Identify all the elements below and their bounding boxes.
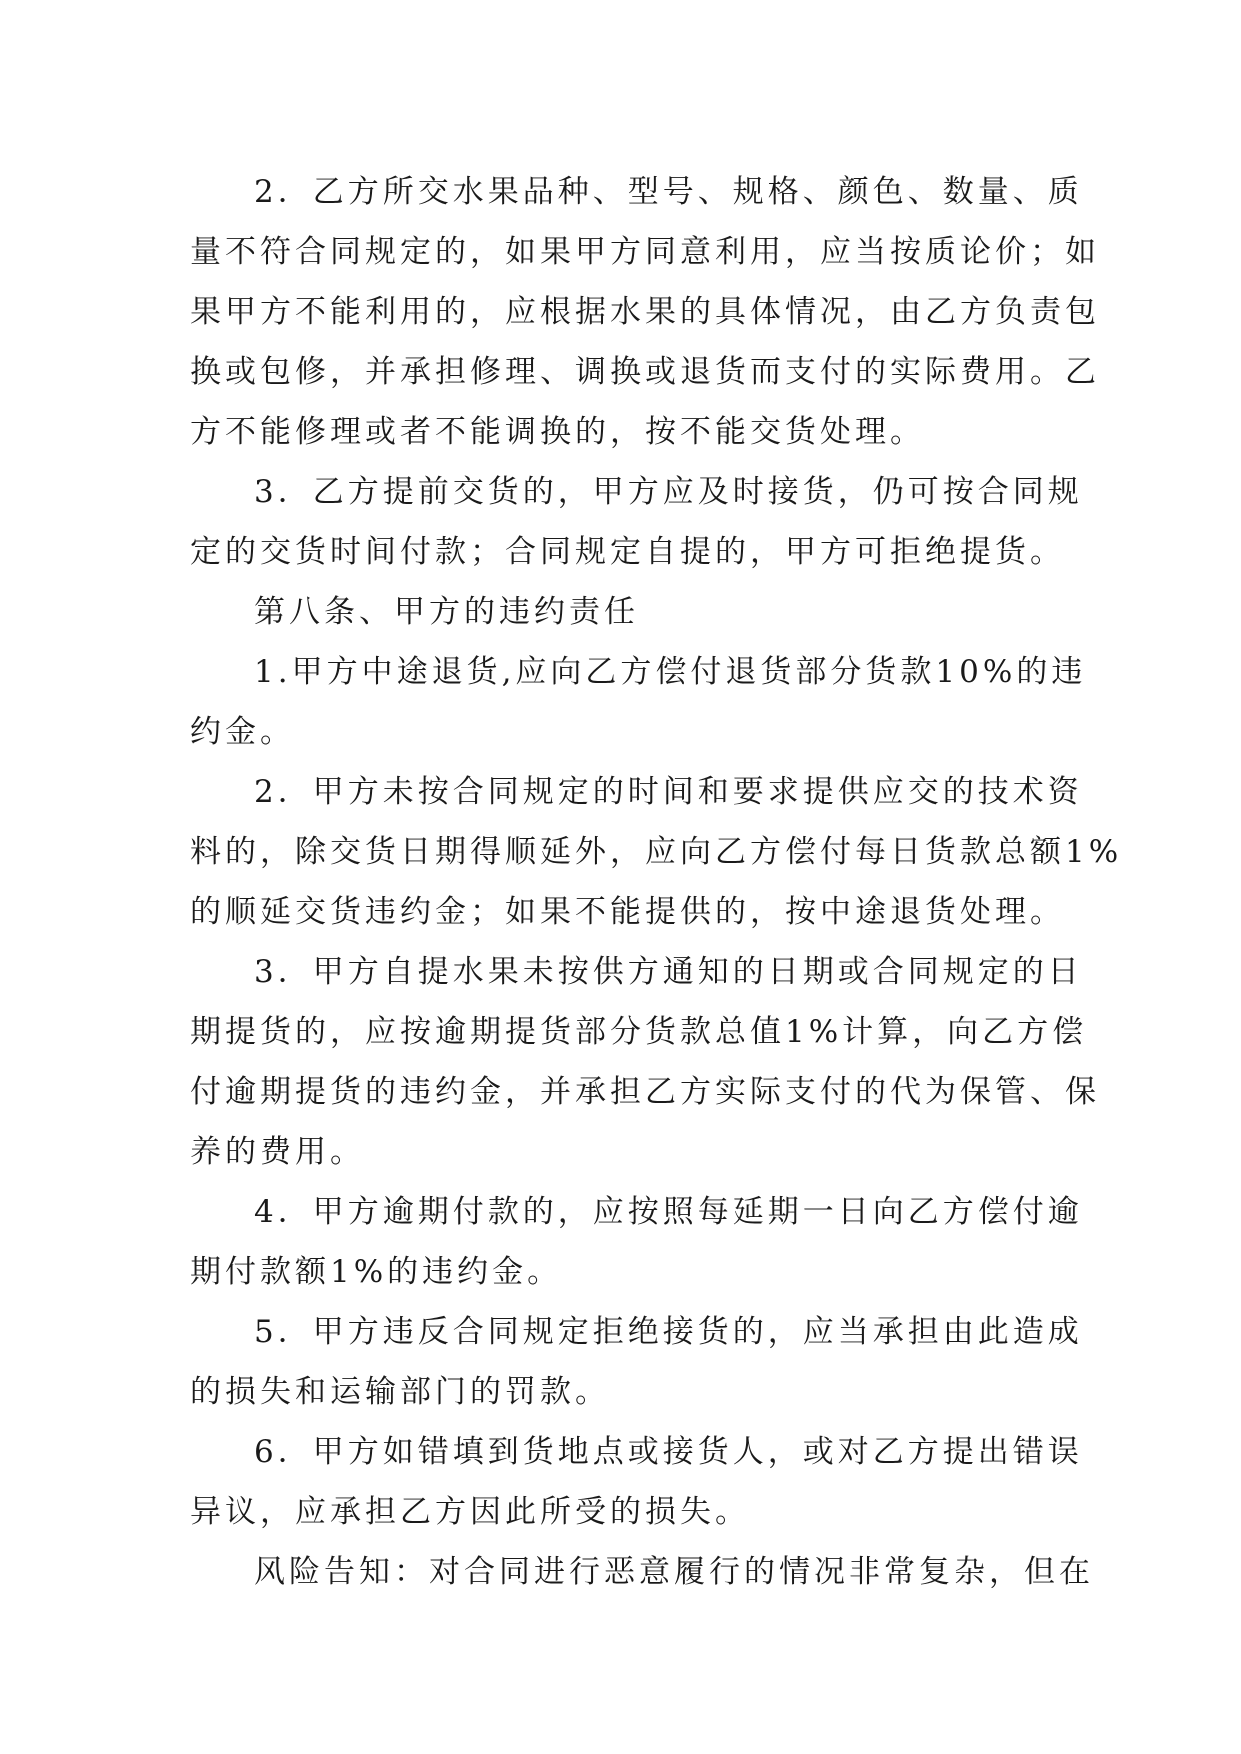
text-line: 5．甲方违反合同规定拒绝接货的，应当承担由此造成 <box>254 1314 1083 1350</box>
text-line: 3．乙方提前交货的，甲方应及时接货，仍可按合同规 <box>254 474 1083 510</box>
text-line: 定的交货时间付款；合同规定自提的，甲方可拒绝提货。 <box>190 534 1065 570</box>
text-line: 料的，除交货日期得顺延外，应向乙方偿付每日货款总额1% <box>190 834 1123 870</box>
text-line: 果甲方不能利用的，应根据水果的具体情况，由乙方负责包 <box>190 294 1100 330</box>
text-line: 付逾期提货的违约金，并承担乙方实际支付的代为保管、保 <box>190 1074 1100 1110</box>
text-line: 的顺延交货违约金；如果不能提供的，按中途退货处理。 <box>190 894 1065 930</box>
text-line: 量不符合同规定的，如果甲方同意利用，应当按质论价；如 <box>190 234 1100 270</box>
text-line: 方不能修理或者不能调换的，按不能交货处理。 <box>190 414 925 450</box>
text-line: 6．甲方如错填到货地点或接货人，或对乙方提出错误 <box>254 1434 1083 1470</box>
text-line: 异议，应承担乙方因此所受的损失。 <box>190 1494 750 1530</box>
document-page <box>190 162 1123 1602</box>
text-line: 2．甲方未按合同规定的时间和要求提供应交的技术资 <box>254 774 1083 810</box>
text-line: 3．甲方自提水果未按供方通知的日期或合同规定的日 <box>254 954 1083 990</box>
text-line: 第八条、甲方的违约责任 <box>254 594 639 630</box>
text-line: 2．乙方所交水果品种、型号、规格、颜色、数量、质 <box>254 174 1083 210</box>
text-line: 期付款额1%的违约金。 <box>190 1254 563 1290</box>
text-line: 约金。 <box>190 714 295 750</box>
text-line: 1.甲方中途退货,应向乙方偿付退货部分货款10%的违 <box>254 654 1087 690</box>
text-line: 换或包修，并承担修理、调换或退货而支付的实际费用。乙 <box>190 354 1100 390</box>
text-line: 养的费用。 <box>190 1134 365 1170</box>
text-line: 期提货的，应按逾期提货部分货款总值1%计算，向乙方偿 <box>190 1014 1088 1050</box>
text-line: 4．甲方逾期付款的，应按照每延期一日向乙方偿付逾 <box>254 1194 1083 1230</box>
text-line: 风险告知：对合同进行恶意履行的情况非常复杂，但在 <box>254 1554 1094 1590</box>
text-line: 的损失和运输部门的罚款。 <box>190 1374 610 1410</box>
